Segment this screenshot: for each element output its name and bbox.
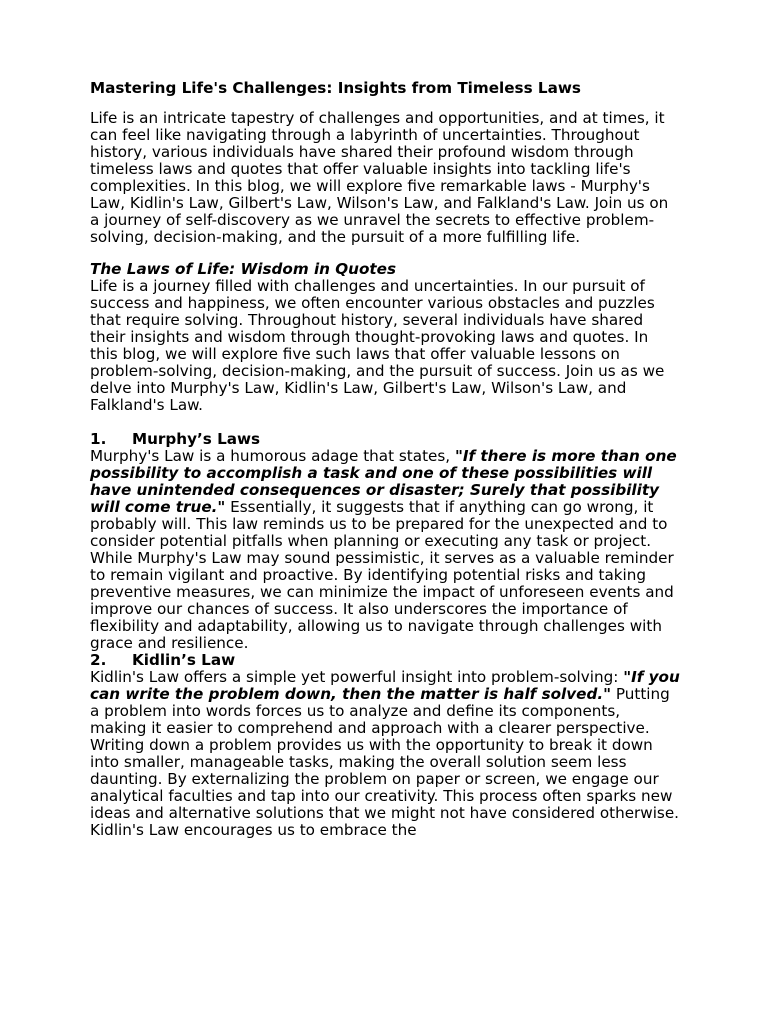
law-number: 2. [90, 651, 107, 669]
law-name: Kidlin’s Law [132, 651, 236, 669]
law-number: 1. [90, 430, 107, 448]
spacer [90, 414, 680, 431]
law-after-text: Putting a problem into words forces us to analyze and define its components, making it easier to comprehend and approach with a clearer perspective. Writing down a problem provides us with the opportunity to break it down into smaller, manageable tasks, making the overall solution seem less daunting. By externalizing the problem on paper or screen, we engage our analytical faculties and tap into our creativity. This process often sparks new ideas and alternative solutions that we might not have considered otherwise. Kidlin's Law encourages us to embrace the [90, 685, 680, 839]
law-quote-close: " [603, 685, 612, 703]
law-after-text: Essentially, it suggests that if anything can go wrong, it probably will. This law reminds us to be prepared for the unexpected and to consider potential pitfalls when planning or executing any task or project. [90, 498, 668, 550]
law-name: Murphy’s Laws [132, 430, 261, 448]
law-quote-close: " [217, 498, 226, 516]
section-heading: The Laws of Life: Wisdom in Quotes [90, 260, 397, 278]
document-title: Mastering Life's Challenges: Insights from Timeless Laws [90, 79, 581, 97]
law-quote: "If there is more than one possibility to accomplish a task and one of these possibilities will have unintended consequences or disaster; Surely that possibility will come true. [90, 447, 677, 516]
section-paragraph: Life is a journey filled with challenges and uncertainties. In our pursuit of success and happiness, we often encounter various obstacles and puzzles that require solving. Throughout history, several individuals have shared their insights and wisdom through thought-provoking laws and quotes. In this blog, we will explore five such laws that offer valuable lessons on problem-solving, decision-making, and the pursuit of success. Join us as we delve into Murphy's Law, Kidlin's Law, Gilbert's Law, Wilson's Law, and Falkland's Law. [90, 277, 665, 414]
law-lead-text: Murphy's Law is a humorous adage that states, [90, 447, 455, 465]
intro-paragraph: Life is an intricate tapestry of challenges and opportunities, and at times, it can feel like navigating through a labyrinth of uncertainties. Throughout history, various individuals have shared their profound wisdom through timeless laws and quotes that offer valuable insights into tackling life's complexities. In this blog, we will explore five remarkable laws - Murphy's Law, Kidlin's Law, Gilbert's Law, Wilson's Law, and Falkland's Law. Join us on a journey of self-discovery as we unravel the secrets to effective problem-solving, decision-making, and the pursuit of a more fulfilling life. [90, 109, 669, 246]
document-page [90, 78, 680, 839]
law-paragraph-kidlin [90, 669, 680, 839]
law-lead-text: Kidlin's Law offers a simple yet powerful insight into problem-solving: [90, 668, 624, 686]
law-heading-kidlin [90, 652, 680, 669]
law-heading-murphy [90, 431, 680, 448]
law-paragraph-murphy-2: While Murphy's Law may sound pessimistic, it serves as a valuable reminder to remain vigilant and proactive. By identifying potential risks and taking preventive measures, we can minimize the impact of unforeseen events and improve our chances of success. It also underscores the importance of flexibility and adaptability, allowing us to navigate through challenges with grace and resilience. [90, 549, 674, 652]
law-quote: "If you can write the problem down, then the matter is half solved. [90, 668, 680, 703]
law-paragraph-murphy [90, 448, 680, 550]
